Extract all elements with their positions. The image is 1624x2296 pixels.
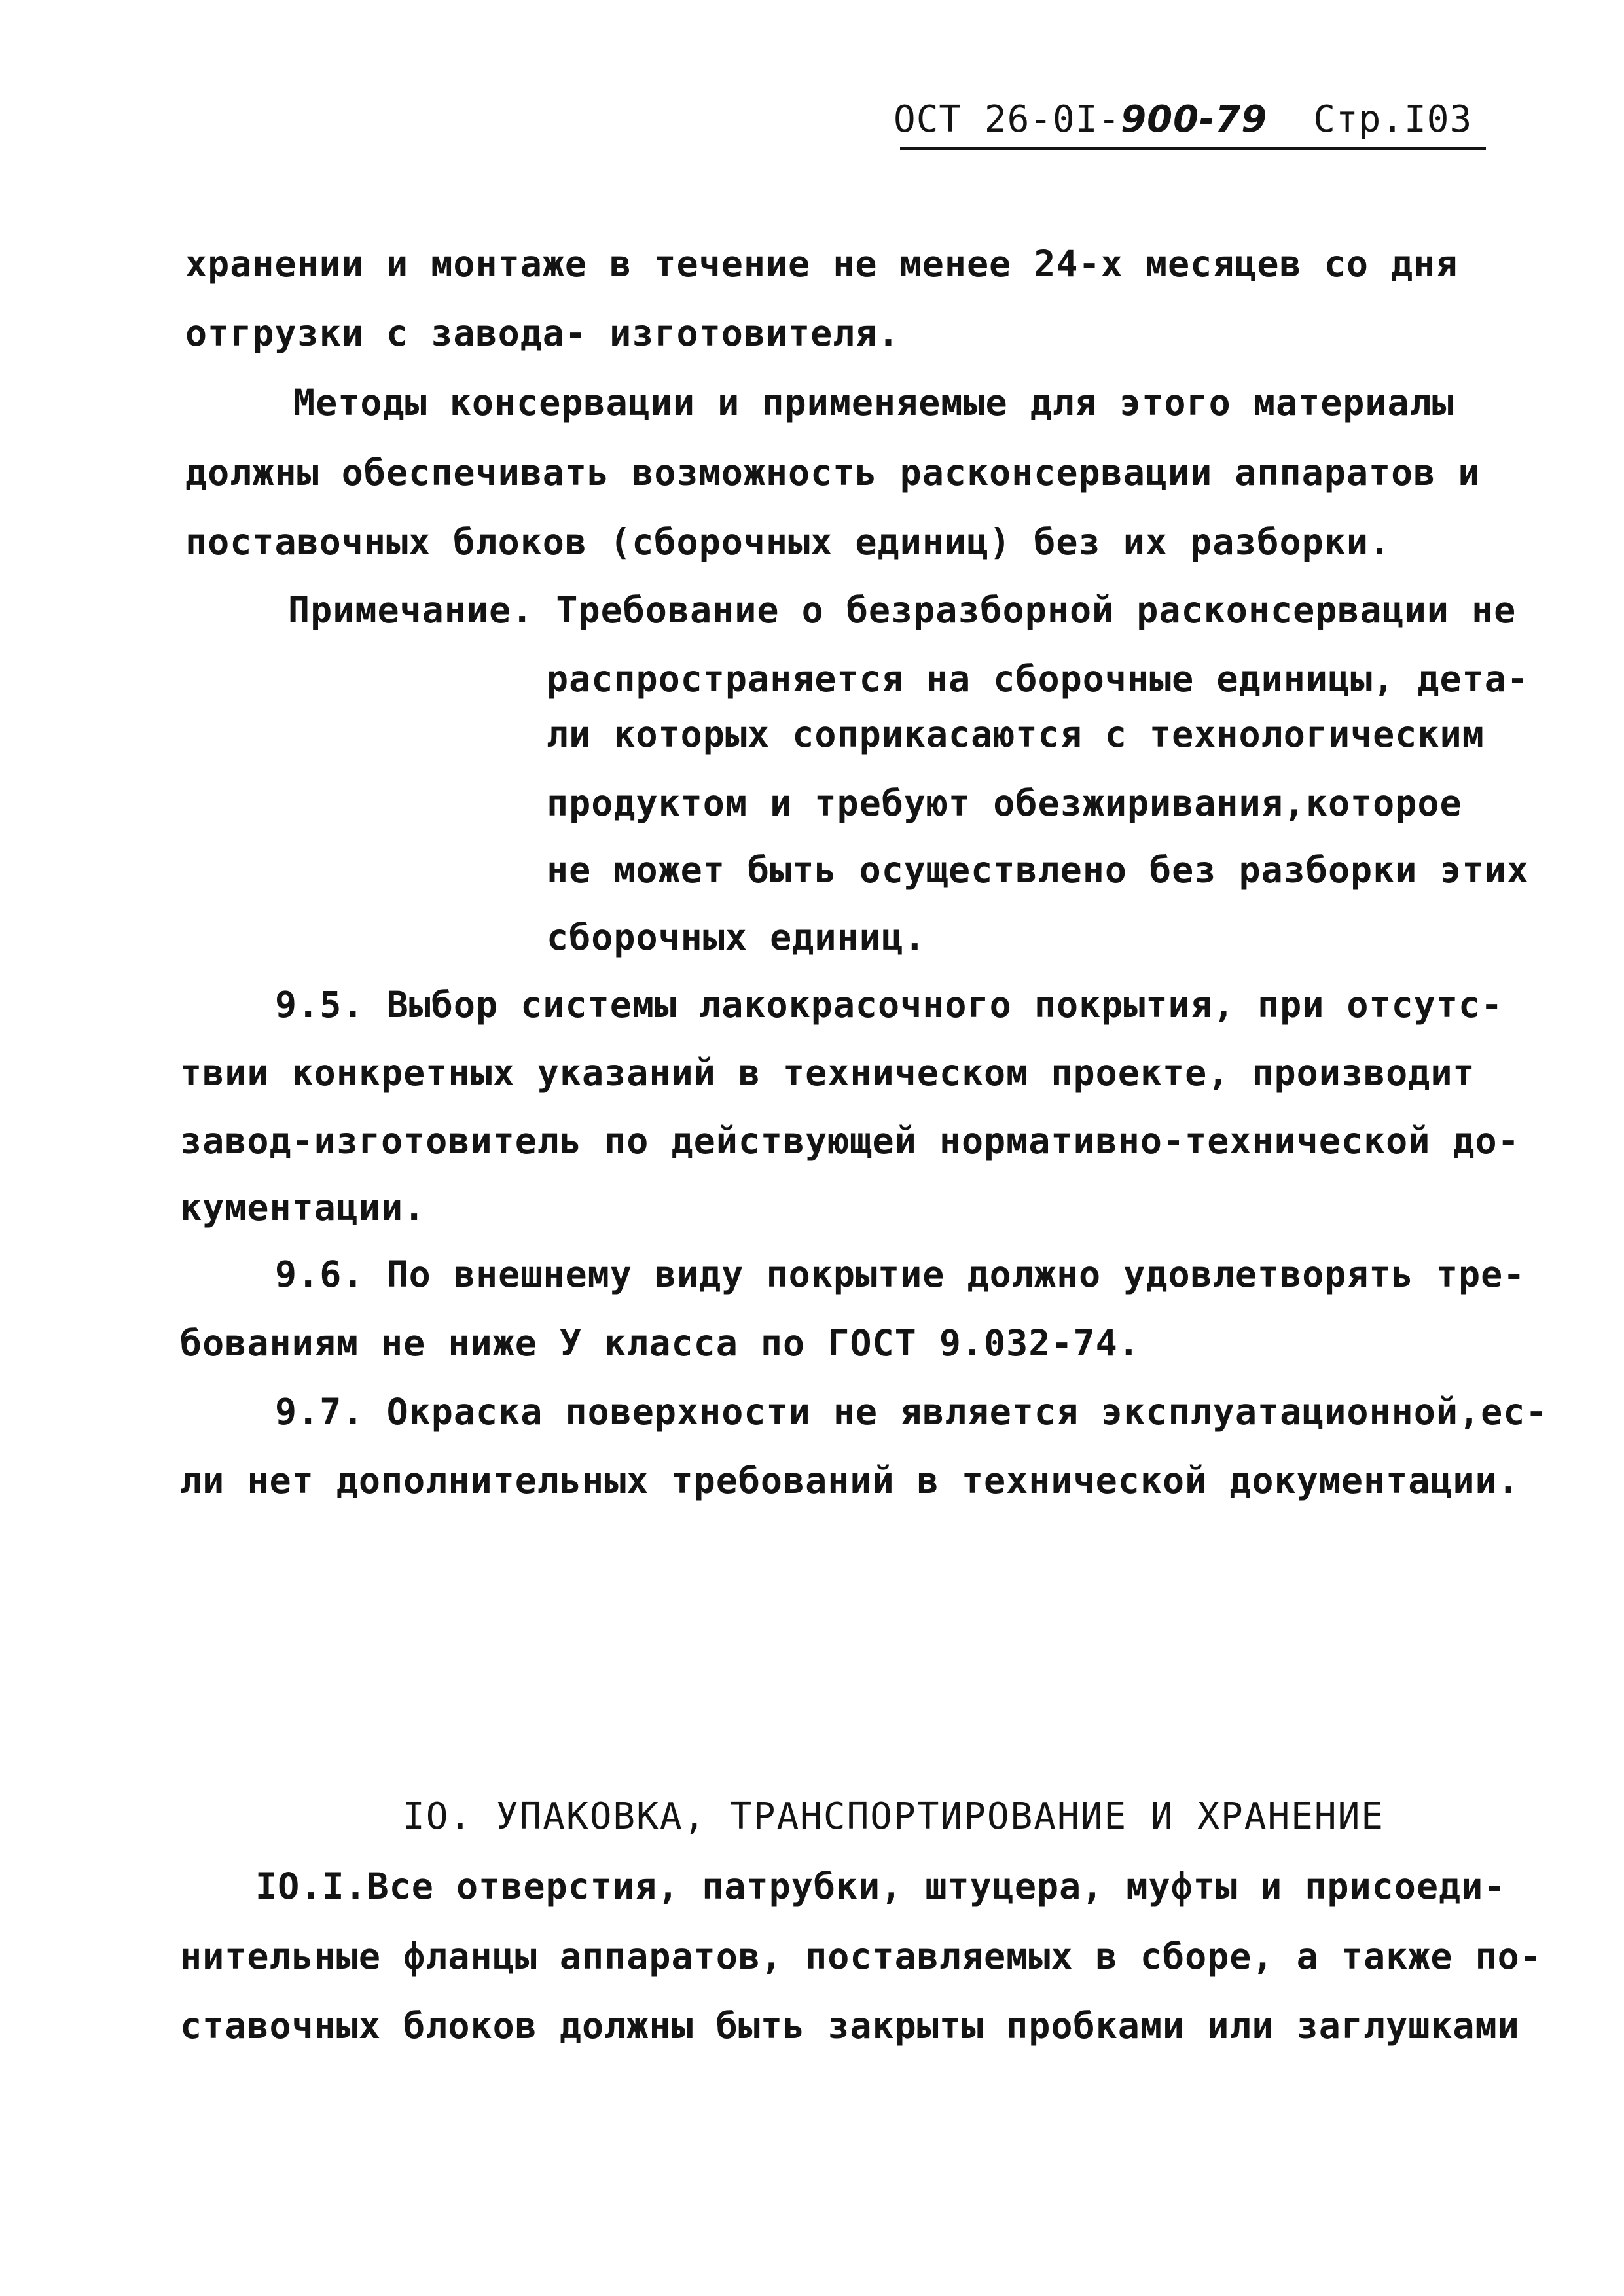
text-line: поставочных блоков (сборочных единиц) без их разборки.	[185, 521, 1392, 563]
text-line: завод-изготовитель по действующей нормативно-технической до-	[180, 1120, 1520, 1162]
clause-10-1: IO.I.Все отверстия, патрубки, штуцера, муфты и присоеди-	[255, 1865, 1506, 1907]
text-line: твии конкретных указаний в техническом проекте, производит	[180, 1052, 1475, 1094]
note-line: не может быть осуществлено без разборки этих	[547, 849, 1529, 891]
clause-9-6: 9.6. По внешнему виду покрытие должно удовлетворять тре-	[275, 1253, 1526, 1295]
text-line: ли нет дополнительных требований в технической документации.	[180, 1460, 1520, 1501]
text-line: отгрузки с завода- изготовителя.	[185, 312, 900, 354]
note-line: продуктом и требуют обезжиривания,которое	[547, 782, 1462, 824]
clause-9-5: 9.5. Выбор системы лакокрасочного покрытия, при отсутс-	[275, 984, 1504, 1026]
note-line: сборочных единиц.	[547, 916, 926, 958]
text-line: кументации.	[180, 1187, 426, 1229]
note-line: ли которых соприкасаются с технологическим	[547, 713, 1485, 755]
page-number: Стр.I03	[1313, 98, 1473, 141]
header-underline	[900, 147, 1486, 150]
clause-9-7: 9.7. Окраска поверхности не является эксплуатационной,ес-	[275, 1391, 1548, 1433]
standard-code: ОСТ 26-0I-	[893, 98, 1121, 141]
text-line: ставочных блоков должны быть закрыты пробками или заглушками	[180, 2005, 1520, 2047]
page-header	[893, 98, 1472, 141]
note-line: распространяется на сборочные единицы, дета-	[547, 658, 1529, 700]
text-line: бованиям не ниже У класса по ГОСТ 9.032-74.	[180, 1322, 1140, 1364]
note-label-line: Примечание. Требование о безразборной расконсервации не	[288, 589, 1517, 631]
text-line: должны обеспечивать возможность расконсервации аппаратов и	[185, 452, 1481, 493]
text-line: хранении и монтаже в течение не менее 24-х месяцев со дня	[185, 243, 1458, 285]
section-title: IO. УПАКОВКА, ТРАНСПОРТИРОВАНИЕ И ХРАНЕНИЕ	[403, 1795, 1385, 1838]
standard-number: 900-79	[1121, 98, 1268, 141]
paragraph-methods: Методы консервации и применяемые для этого материалы	[293, 382, 1454, 423]
text-line: нительные фланцы аппаратов, поставляемых в сборе, а также по-	[180, 1935, 1542, 1977]
